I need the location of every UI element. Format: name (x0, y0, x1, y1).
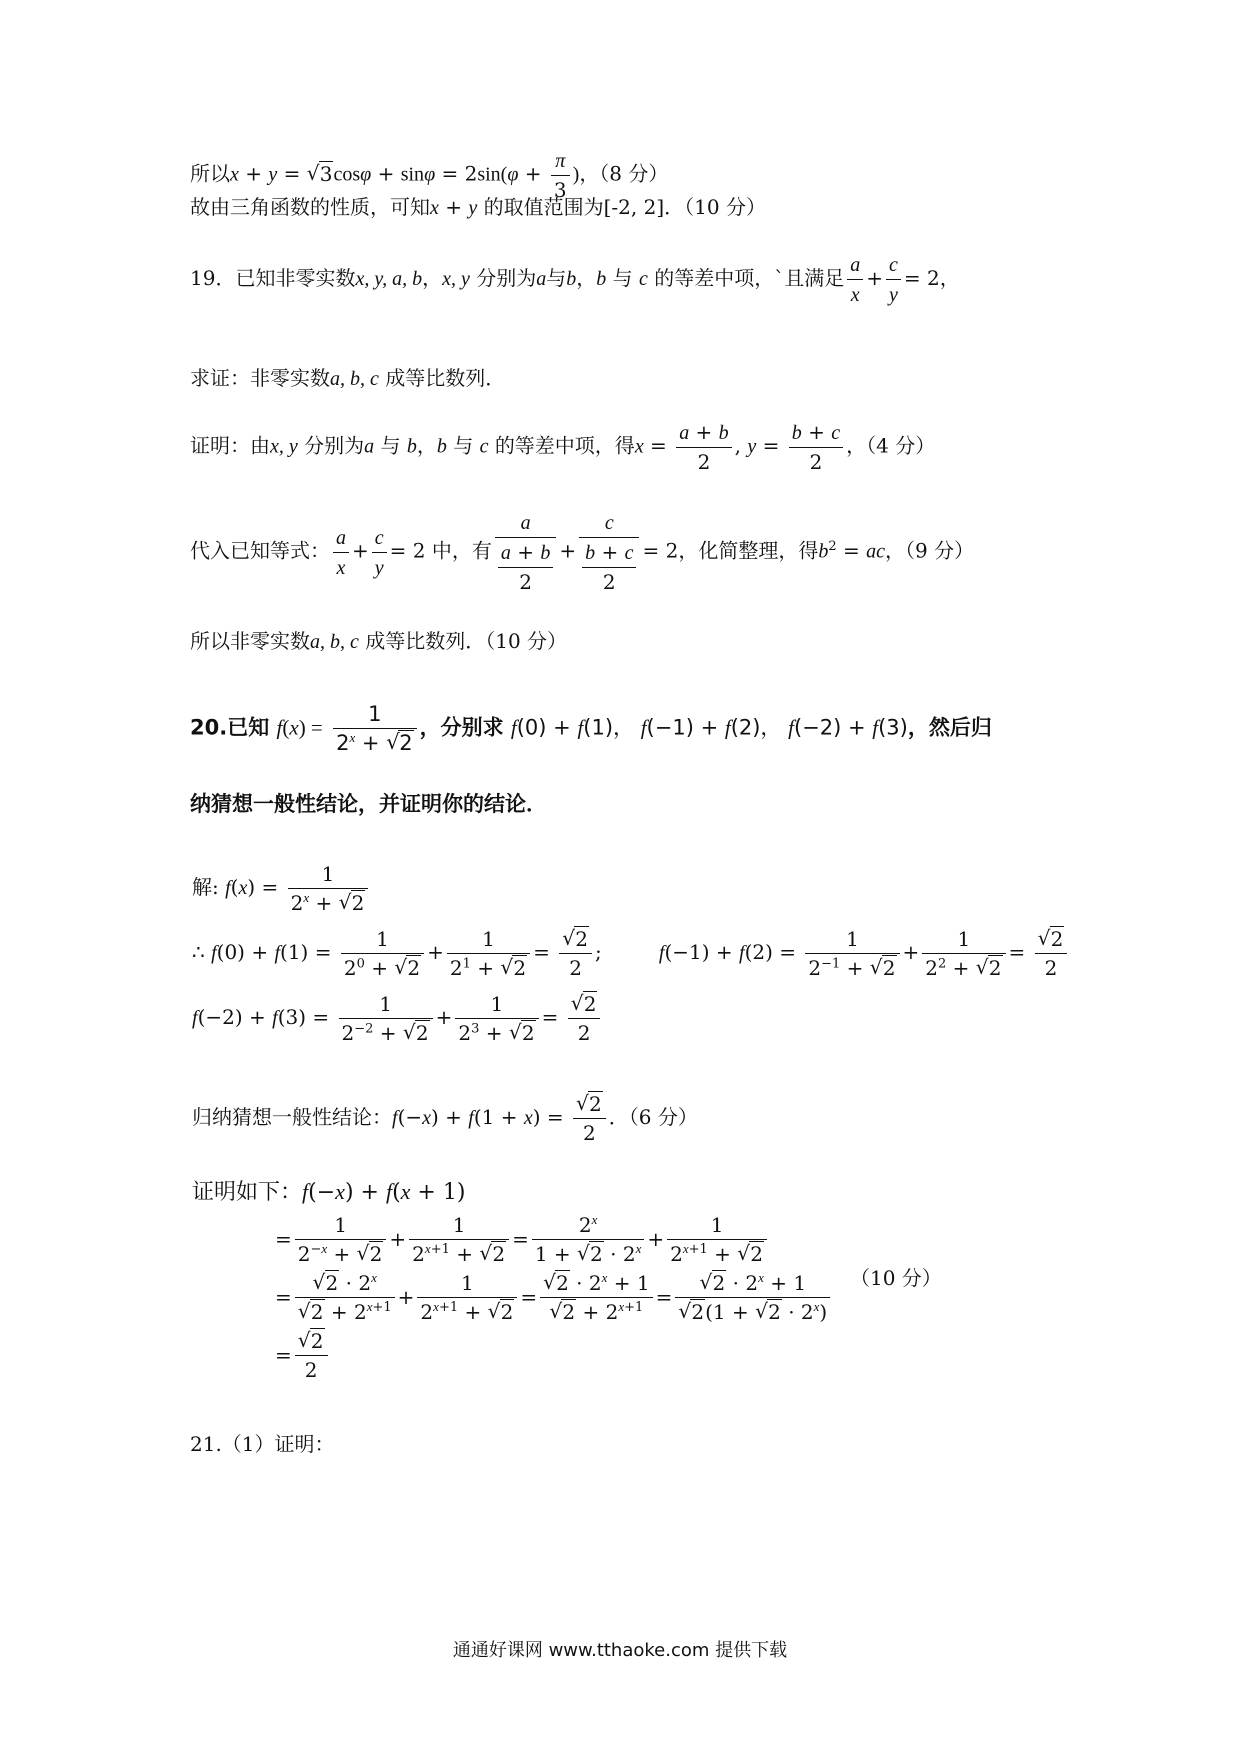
question-21: 21.（1）证明： (190, 1432, 335, 1456)
question-20-line2: 纳猜想一般性结论，并证明你的结论． (190, 792, 547, 816)
line-range: 故由三角函数的性质，可知x + y 的取值范围为[-2, 2]．（10 分） (190, 195, 766, 219)
q20-proof-score: （10 分） (850, 1266, 942, 1290)
q20-proof-derivation (275, 1210, 833, 1384)
proof-row-1: = $\frac{1}{2^{-x} + √ 2}$ + $\frac{1}{2^{x+1} + √ 2}$ = $\frac{2^x}{1 + √ 2 \cdot 2^x}$ + $\frac{1}{2^{x+1} + √ 2}$ (275, 1210, 833, 1268)
question-19-prove: 求证：非零实数a, b, c 成等比数列． (190, 366, 506, 390)
proof-row-3: = √ $\frac{2}{2}$ (275, 1326, 833, 1384)
question-20: 20.已知 f(x) = $\frac{1}{2^x + √ 2}$ ，分别求 f(0) + f(1)， f(−1) + f(2)， f(−2) + f(3)，然后归 (190, 700, 992, 757)
q20-proof-header: 证明如下：f(−x) + f(x + 1) (192, 1179, 466, 1205)
q20-solution-def: 解: f(x) = $\frac{1}{2^x + √ 2}$ (192, 860, 371, 917)
proof-row-2: = √ $2 \cdot 2^x$ √ $2 + 2^{x+1}$ + $\frac{1}{2^{x+1} + √ 2}$ = √ $2 \cdot 2^x + 1$ √ $2 + 2^{x+1}$ = √ $2 \cdot 2^x + 1$ √ 2(1 + √ $2 \cdot 2^x$) (275, 1268, 833, 1326)
question-19: 19．已知非零实数x, y, a, b，x, y 分别为a与b，b 与 c 的等差中项，`且满足 $\frac{a}{x}$ + $\frac{c}{y}$ = 2， (190, 250, 960, 309)
q19-proof-conclusion: 所以非零实数a, b, c 成等比数列．（10 分） (190, 629, 568, 653)
q19-proof-step1: 证明：由x, y 分别为a 与 b，b 与 c 的等差中项，得x = $\frac{a + b}{2}$ , y = $\frac{b + c}{2}$ ，（4 分） (190, 420, 936, 474)
q20-solution-step1: ∴ f(0) + f(1) = $\frac{1}{2^0 + √ 2}$ + $\frac{1}{2^1 + √ 2}$ = √ $\frac{2}{2}$ ; f(−1) + f(2) = $\frac{1}{2^{-1} + √ 2}$ + $\frac{1}{2^2 + √ 2}$ = √ $\frac{2}{2}$ (192, 925, 1070, 982)
q20-conjecture: 归纳猜想一般性结论：f(−x) + f(1 + x) = √ $\frac{2}{2}$ ．（6 分） (192, 1090, 698, 1147)
q20-solution-step2: f(−2) + f(3) = $\frac{1}{2^{-2} + √ 2}$ + $\frac{1}{2^3 + √ 2}$ = √ $\frac{2}{2}$ (192, 990, 603, 1047)
q19-proof-step2: 代入已知等式： $\frac{a}{x}$ + $\frac{c}{y}$ = 2 中，有 $\frac{a}{\frac{a + b}{2}}$ + $\frac{c}{\frac{b + c}{2}}$ = 2，化简整理，得$b^2$ = ac，（9 分） (190, 508, 974, 596)
footer-credit: 通通好课网 www.tthaoke.com 提供下载 (452, 1640, 788, 1661)
line-result-sum: 所以x + y = √ 3cosφ + sinφ = 2sin(φ + $\frac{\pi}{3}$ )，（8 分） (190, 146, 668, 204)
